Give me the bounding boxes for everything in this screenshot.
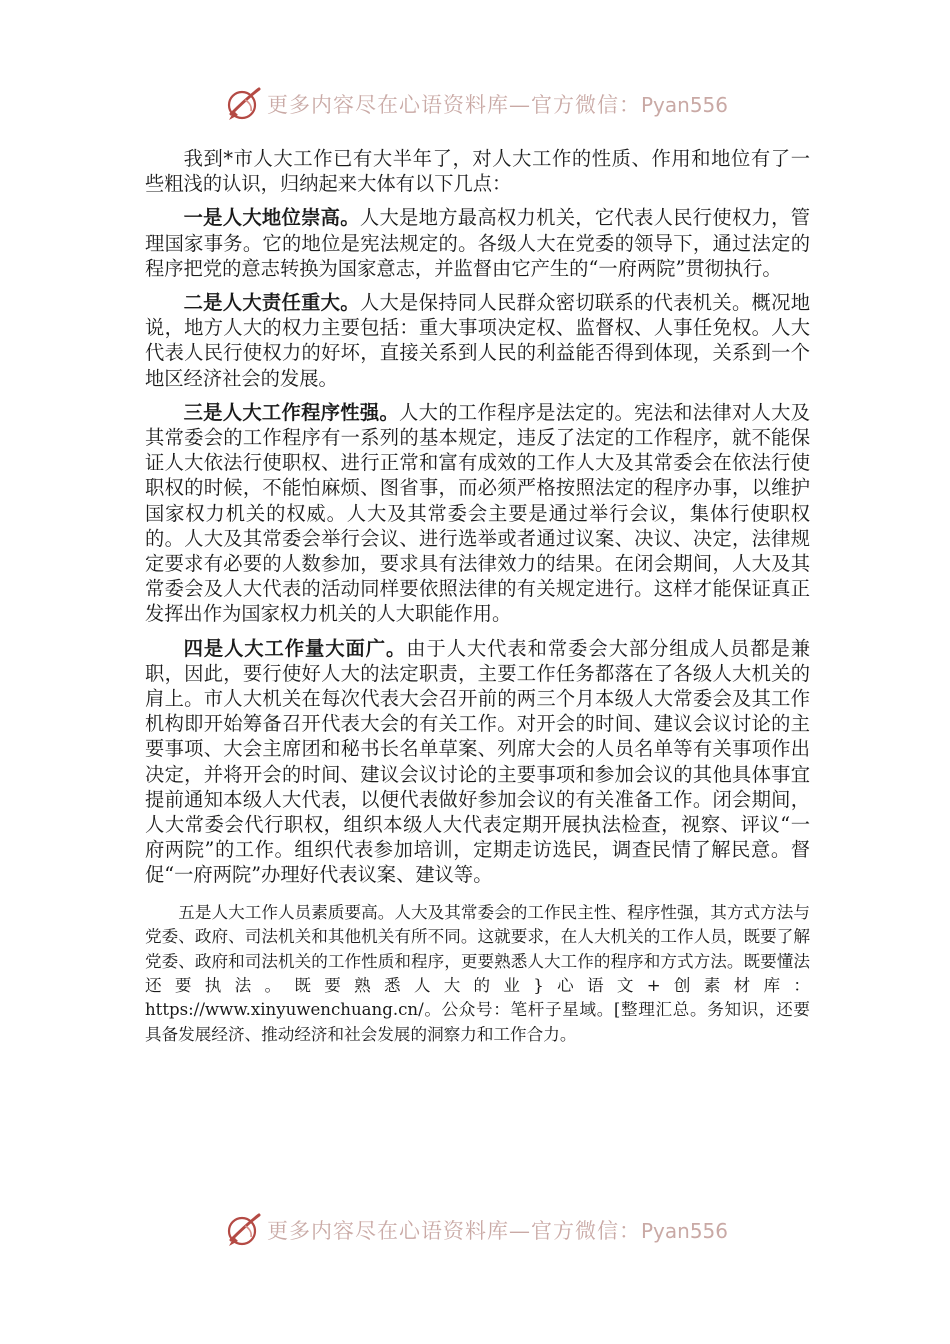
- paragraph-point-4: 四是人大工作量大面广。由于人大代表和常委会大部分组成人员都是兼职，因此，要行使好人大的法定职责，主要工作任务都落在了各级人大机关的肩上。市人大机关在每次代表大会召开前的两三个月本级人大常委会及其工作机构即开始筹备召开代表大会的有关工作。对开会的时间、建议会议讨论的主要事项、大会主席团和秘书长名单草案、列席大会的人员名单等有关事项作出决定，并将开会的时间、建议会议讨论的主要事项和参加会议的其他具体事宜提前通知本级人大代表，以便代表做好参加会议的有关准备工作。闭会期间，人大常委会代行职权，组织本级人大代表定期开展执法检查，视察、评议“一府两院”的工作。组织代表参加培训，定期走访选民，调查民情了解民意。督促“一府两院”办理好代表议案、建议等。: [145, 636, 811, 887]
- paragraph-point-1: 一是人大地位崇高。人大是地方最高权力机关，它代表人民行使权力，管理国家事务。它的地位是宪法规定的。各级人大在党委的领导下，通过法定的程序把党的意志转换为国家意志，并监督由它产生的“一府两院”贯彻执行。: [145, 206, 811, 280]
- paragraph-heading: 一是人大地位崇高。: [183, 206, 360, 230]
- banner-text: 更多内容尽在心语资料库—官方微信：Pyan556: [267, 93, 729, 117]
- paragraph-heading: 三是人大工作程序性强。: [183, 400, 400, 424]
- paragraph-heading: 四是人大工作量大面广。: [183, 636, 407, 660]
- paragraph-point-2: 二是人大责任重大。人大是保持同人民群众密切联系的代表机关。概况地说，地方人大的权力主要包括：重大事项决定权、监督权、人事任免权。人大代表人民行使权力的好坏，直接关系到人民的利益能否得到体现，关系到一个地区经济社会的发展。: [145, 291, 811, 390]
- footer-banner: [225, 1208, 745, 1252]
- paragraph-point-5: 五是人大工作人员素质要高。人大及其常委会的工作民主性、程序性强，其方式方法与党委、政府、司法机关和其他机关有所不同。这就要求，在人大机关的工作人员，既要了解党委、政府和司法机关的工作性质和程序，更要熟悉人大工作的程序和方式方法。既要懂法还要执法。既要熟悉人大的业}心语文+创素材库：https://www.xinyuwenchuang.cn/。公众号：笔杆子星域。[整理汇总。务知识，还要具备发展经济、推动经济和社会发展的洞察力和工作合力。: [145, 902, 810, 1044]
- paragraph-heading: 二是人大责任重大。: [183, 291, 360, 315]
- pen-ribbon-logo-icon: [225, 1210, 265, 1250]
- paragraph-intro: 我到*市人大工作已有大半年了，对人大工作的性质、作用和地位有了一些粗浅的认识，归纳起来大体有以下几点：: [145, 147, 810, 196]
- banner-text: 更多内容尽在心语资料库—官方微信：Pyan556: [267, 1219, 729, 1243]
- pen-ribbon-logo-icon: [225, 84, 265, 124]
- document-body: [145, 146, 810, 1056]
- paragraph-point-3: 三是人大工作程序性强。人大的工作程序是法定的。宪法和法律对人大及其常委会的工作程序有一系列的基本规定，违反了法定的工作程序，就不能保证人大依法行使职权、进行正常和富有成效的工作人大及其常委会在依法行使职权的时候，不能怕麻烦、图省事，而必须严格按照法定的程序办事，以维护国家权力机关的权威。人大及其常委会主要是通过举行会议，集体行使职权的。人大及其常委会举行会议、进行选举或者通过议案、决议、决定，法律规定要求有必要的人数参加，要求具有法律效力的结果。在闭会期间，人大及其常委会及人大代表的活动同样要依照法律的有关规定进行。这样才能保证真正发挥出作为国家权力机关的人大职能作用。: [145, 400, 811, 626]
- header-banner: [225, 82, 745, 126]
